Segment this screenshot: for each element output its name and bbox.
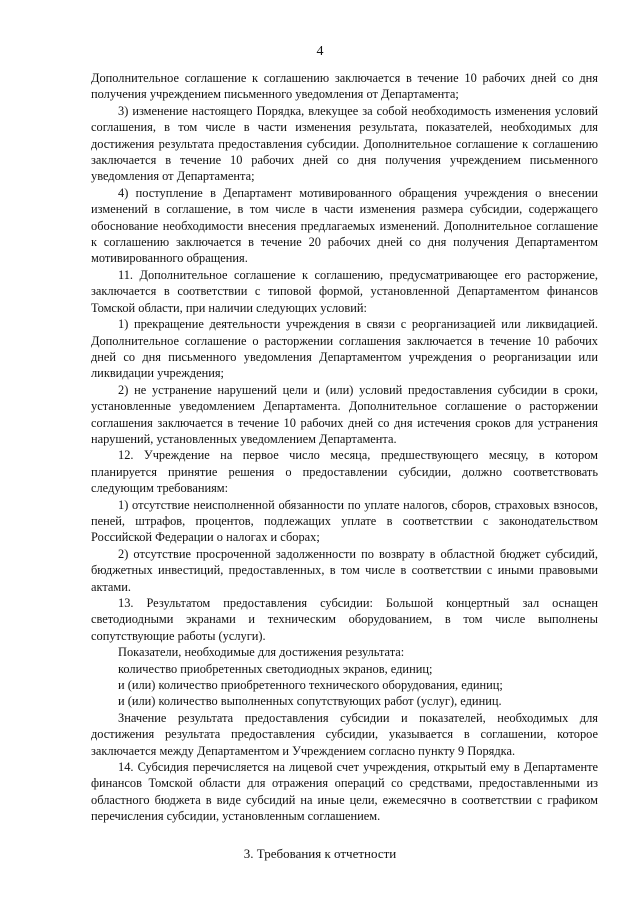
paragraph: Показатели, необходимые для достижения результата: xyxy=(118,645,405,660)
paragraph: 12. Учреждение на первое число месяца, предшествующего месяцу, в котором планируется принятие решения о предоставлении субсидии, должно соответствовать следующим требованиям: xyxy=(91,448,598,496)
paragraph: 1) отсутствие неисполненной обязанности по уплате налогов, сборов, страховых взносов, пеней, штрафов, процентов, подлежащих уплате в соответствии с законодательством Российской Федерации о налогах и сборах; xyxy=(91,497,598,545)
paragraph: 11. Дополнительное соглашение к соглашению, предусматривающее его расторжение, заключается в соответствии с типовой формой, установленной Департаментом финансов Томской области, при наличии следующих условий: xyxy=(91,267,598,315)
paragraph: количество приобретенных светодиодных экранов, единиц; xyxy=(118,661,433,676)
paragraph: 1) прекращение деятельности учреждения в связи с реорганизацией или ликвидацией. Дополнительное соглашение о расторжении соглашения заключается в течение 10 рабочих дней со дня письменного уведомления Департаментом учреждения о реорганизации или ликвидации учреждения; xyxy=(91,317,598,381)
document-body xyxy=(91,70,598,825)
paragraph: и (или) количество выполненных сопутствующих работ (услуг), единиц. xyxy=(118,694,502,709)
paragraph: Дополнительное соглашение к соглашению заключается в течение 10 рабочих дней со дня получения учреждением письменного уведомления от Департамента; xyxy=(91,71,598,102)
section-heading: 3. Требования к отчетности xyxy=(243,846,397,861)
paragraph: Значение результата предоставления субсидии и показателей, необходимых для достижения результата предоставления субсидии, указывается в соглашении, которое заключается между Департаментом и Учреждением согласно пункту 9 Порядка. xyxy=(91,710,598,758)
page-number: 4 xyxy=(316,44,324,59)
paragraph: 13. Результатом предоставления субсидии: Большой концертный зал оснащен светодиодными экранами и техническим оборудованием, в том числе выполнены сопутствующие работы (услуги). xyxy=(91,596,598,643)
paragraph: 3) изменение настоящего Порядка, влекущее за собой необходимость изменения условий соглашения, в том числе в части изменения результата, показателей, необходимых для достижения результата предоставления субсидии. Дополнительное соглашение к соглашению заключается в течение 10 рабочих дней со дня получения учреждением письменного уведомления от Департамента; xyxy=(91,103,598,184)
paragraph: 4) поступление в Департамент мотивированного обращения учреждения о внесении изменений в соглашение, в том числе в части изменения размера субсидии, содержащего обоснование необходимости внесения предлагаемых изменений. Дополнительное соглашение к соглашению заключается в течение 20 рабочих дней со дня получения Департаментом мотивированного обращения. xyxy=(91,185,598,266)
paragraph: 2) отсутствие просроченной задолженности по возврату в областной бюджет субсидий, бюджетных инвестиций, предоставленных, в том числе в соответствии с иными правовыми актами. xyxy=(91,546,598,594)
paragraph: 2) не устранение нарушений цели и (или) условий предоставления субсидии в сроки, установленные уведомлением Департамента. Дополнительное соглашение о расторжении соглашения заключается в течение 10 рабочих дней со дня истечения сроков для устранения нарушений, установленных уведомлением Департамента. xyxy=(91,382,598,446)
paragraph: 14. Субсидия перечисляется на лицевой счет учреждения, открытый ему в Департаменте финансов Томской области для отражения операций со средствами, предоставленными из областного бюджета в виде субсидий на иные цели, ежемесячно в соответствии с графиком перечисления субсидии, установленным соглашением. xyxy=(91,760,598,824)
paragraph: и (или) количество приобретенного технического оборудования, единиц; xyxy=(118,678,503,693)
